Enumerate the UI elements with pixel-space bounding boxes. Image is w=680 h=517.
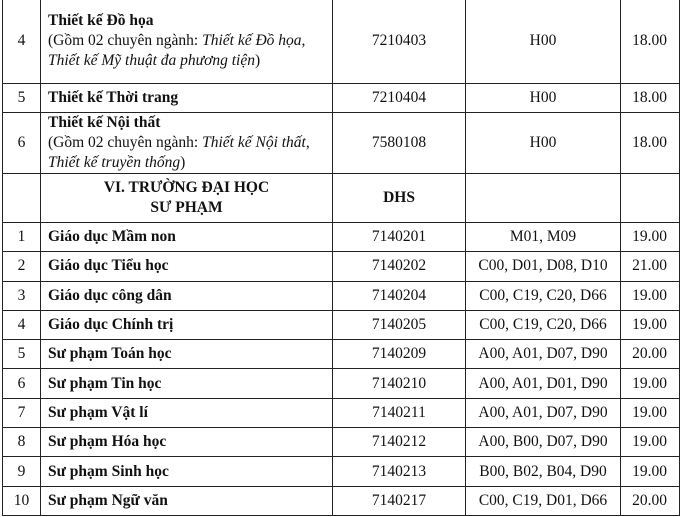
table-row — [3, 398, 680, 427]
major-name: Sư phạm Vật lí — [41, 398, 333, 427]
subject-combination: A00, A01, D07, D90 — [466, 398, 621, 427]
table-row — [3, 369, 680, 398]
row-number: 6 — [3, 369, 41, 398]
major-code: 7580108 — [333, 113, 466, 174]
row-number: 6 — [3, 113, 41, 174]
major-name: Giáo dục công dân — [41, 281, 333, 310]
major-name-cell — [41, 113, 333, 174]
major-name: Giáo dục Tiểu học — [41, 252, 333, 281]
table-row — [3, 486, 680, 515]
row-number: 5 — [3, 84, 41, 113]
score: 18.00 — [621, 84, 680, 113]
row-number: 10 — [3, 486, 41, 515]
major-name: Thiết kế Nội thất — [48, 114, 161, 131]
score: 20.00 — [621, 486, 680, 515]
table-row — [3, 223, 680, 252]
subject-combination: H00 — [466, 84, 621, 113]
major-code: 7140217 — [333, 486, 466, 515]
score: 19.00 — [621, 281, 680, 310]
row-number: 5 — [3, 340, 41, 369]
major-code: 7210403 — [333, 0, 466, 84]
subject-combination: A00, A01, D01, D90 — [466, 369, 621, 398]
score: 19.00 — [621, 310, 680, 339]
major-name: Sư phạm Sinh học — [41, 457, 333, 486]
major-code: 7140213 — [333, 457, 466, 486]
score: 19.00 — [621, 457, 680, 486]
score: 19.00 — [621, 398, 680, 427]
table-row — [3, 0, 680, 84]
section-title: VI. TRƯỜNG ĐẠI HỌC SƯ PHẠM — [41, 174, 333, 223]
score: 21.00 — [621, 252, 680, 281]
major-code: 7140205 — [333, 310, 466, 339]
score: 18.00 — [621, 113, 680, 174]
subject-combination: H00 — [466, 113, 621, 174]
score: 18.00 — [621, 0, 680, 84]
subject-combination: C00, C19, C20, D66 — [466, 310, 621, 339]
row-number: 1 — [3, 223, 41, 252]
table-row — [3, 428, 680, 457]
major-name: Sư phạm Toán học — [41, 340, 333, 369]
row-number: 8 — [3, 428, 41, 457]
subject-combination: C00, D01, D08, D10 — [466, 252, 621, 281]
subject-combination: A00, A01, D07, D90 — [466, 340, 621, 369]
major-note: (Gồm 02 chuyên ngành: Thiết kế Đồ họa, Thiết kế Mỹ thuật đa phương tiện) — [48, 32, 306, 69]
score: 19.00 — [621, 223, 680, 252]
major-name: Thiết kế Thời trang — [41, 84, 333, 113]
major-code: 7210404 — [333, 84, 466, 113]
subject-combination: C00, C19, D01, D66 — [466, 486, 621, 515]
major-code: 7140212 — [333, 428, 466, 457]
major-code: 7140201 — [333, 223, 466, 252]
score: 19.00 — [621, 428, 680, 457]
table-row — [3, 310, 680, 339]
major-code: 7140204 — [333, 281, 466, 310]
table-row — [3, 252, 680, 281]
major-name: Sư phạm Tin học — [41, 369, 333, 398]
section-header-row — [3, 174, 680, 223]
score: 20.00 — [621, 340, 680, 369]
subject-combination: C00, C19, C20, D66 — [466, 281, 621, 310]
major-name-cell — [41, 0, 333, 84]
major-name: Thiết kế Đồ họa — [48, 12, 154, 29]
row-number: 4 — [3, 310, 41, 339]
table-row — [3, 113, 680, 174]
table-row — [3, 281, 680, 310]
major-code: 7140209 — [333, 340, 466, 369]
major-name: Giáo dục Chính trị — [41, 310, 333, 339]
row-number: 4 — [3, 0, 41, 84]
admission-scores-table — [2, 0, 680, 516]
section-code: DHS — [333, 174, 466, 223]
table-row — [3, 84, 680, 113]
major-code: 7140202 — [333, 252, 466, 281]
major-name: Giáo dục Mầm non — [41, 223, 333, 252]
score: 19.00 — [621, 369, 680, 398]
table-row — [3, 340, 680, 369]
major-note: (Gồm 02 chuyên ngành: Thiết kế Nội thất, Thiết kế truyền thống) — [48, 134, 310, 171]
row-number: 3 — [3, 281, 41, 310]
row-number: 7 — [3, 398, 41, 427]
row-number: 2 — [3, 252, 41, 281]
table-row — [3, 457, 680, 486]
subject-combination: H00 — [466, 0, 621, 84]
major-name: Sư phạm Ngữ văn — [41, 486, 333, 515]
subject-combination: M01, M09 — [466, 223, 621, 252]
major-name: Sư phạm Hóa học — [41, 428, 333, 457]
row-number: 9 — [3, 457, 41, 486]
major-code: 7140210 — [333, 369, 466, 398]
subject-combination: B00, B02, B04, D90 — [466, 457, 621, 486]
subject-combination: A00, B00, D07, D90 — [466, 428, 621, 457]
major-code: 7140211 — [333, 398, 466, 427]
